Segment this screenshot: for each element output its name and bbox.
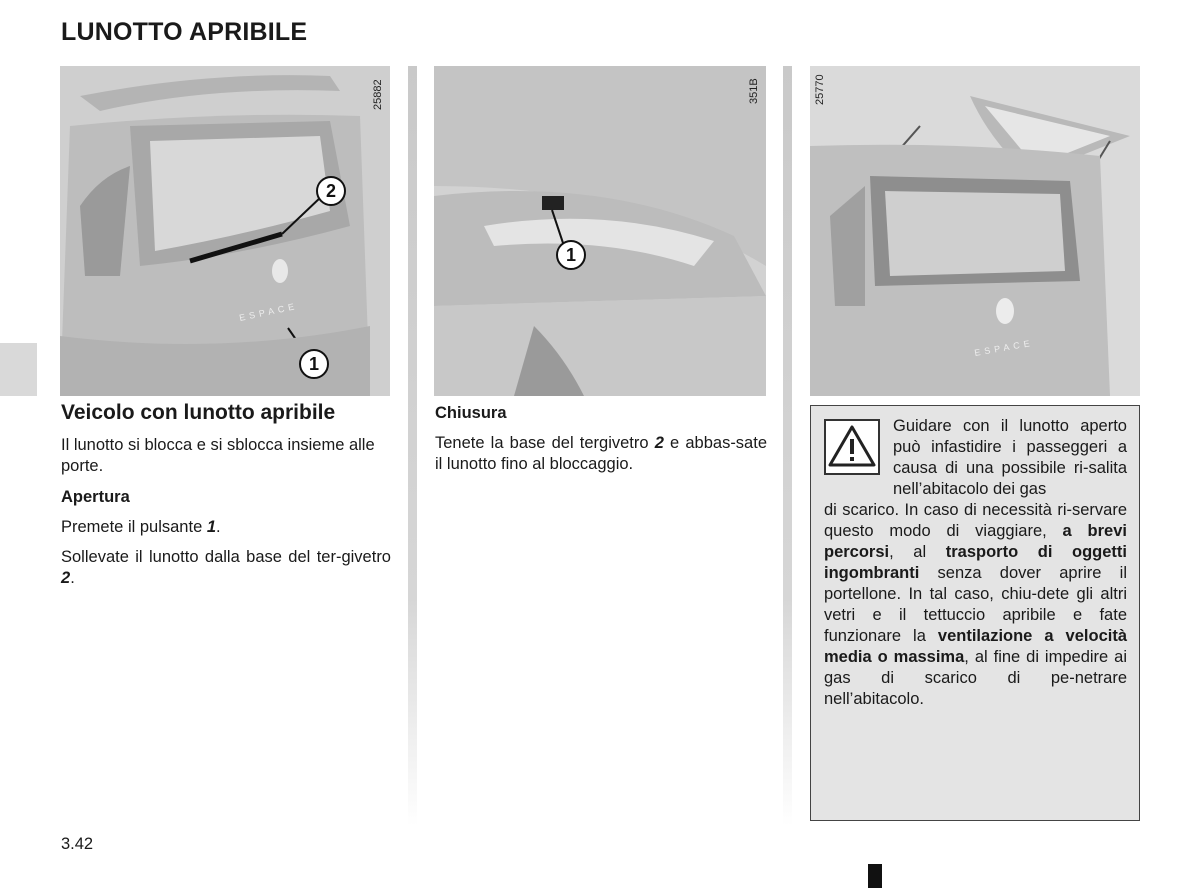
section-heading: Veicolo con lunotto apribile	[61, 401, 336, 424]
emphasis: ventilazione a velocità media o massima	[824, 627, 1127, 666]
emphasis: trasporto di oggetti ingombranti	[824, 543, 1127, 582]
text: Sollevate il lunotto dalla base del ter-givetro	[61, 548, 391, 566]
figure-code: 351B	[748, 78, 760, 104]
paragraph	[61, 547, 391, 589]
figure-tailgate-open	[810, 66, 1140, 396]
text: di scarico. In caso di necessità ri-servare questo modo di viaggiare,	[824, 501, 1127, 540]
svg-text:ESPACE: ESPACE	[973, 337, 1035, 358]
warning-text	[824, 500, 1127, 710]
callout-2: 2	[316, 176, 346, 206]
page-marker	[868, 864, 882, 888]
text: Tenete la base del tergivetro	[435, 434, 655, 452]
text: senza dover aprire il portellone. In tal caso, chiu-dete gli altri vetri e il tettuccio apribile e fate funzionare la	[824, 564, 1127, 645]
subheading-chiusura: Chiusura	[435, 404, 507, 422]
column-separator	[408, 66, 417, 826]
subheading-apertura: Apertura	[61, 488, 130, 506]
text: .	[216, 518, 221, 536]
figure-rear-window-closed	[60, 66, 390, 396]
paragraph: Il lunotto si blocca e si sblocca insieme alle porte.	[61, 436, 375, 475]
page-number: 3.42	[61, 835, 94, 853]
chapter-tab	[0, 343, 37, 396]
figure-tailgate-button	[434, 66, 766, 396]
figure-code: 25770	[814, 74, 826, 105]
warning-text: Guidare con il lunotto aperto può infastidire i passeggeri a causa di una possibile ri-salita nell’abitacolo dei gas	[893, 417, 1127, 498]
column-separator	[783, 66, 792, 826]
callout-1: 1	[556, 240, 586, 270]
callout-1: 1	[299, 349, 329, 379]
paragraph	[61, 517, 391, 538]
reference-number: 1	[206, 518, 217, 536]
emphasis: a brevi percorsi	[824, 522, 1127, 561]
svg-text:ESPACE: ESPACE	[238, 300, 299, 323]
text: Premete il pulsante	[61, 518, 207, 536]
text: , al	[889, 543, 946, 561]
paragraph	[435, 433, 767, 475]
figure-code: 25882	[372, 79, 384, 110]
warning-triangle-icon	[824, 419, 880, 475]
warning-box	[810, 405, 1140, 821]
page-title: LUNOTTO APRIBILE	[61, 18, 308, 46]
text: e abbas-sate il lunotto fino al bloccaggio.	[435, 434, 767, 473]
text: .	[70, 569, 75, 587]
text: , al fine di impedire ai gas di scarico di pe-netrare nell’abitacolo.	[824, 648, 1127, 708]
reference-number: 2	[61, 569, 71, 587]
reference-number: 2	[654, 434, 664, 452]
